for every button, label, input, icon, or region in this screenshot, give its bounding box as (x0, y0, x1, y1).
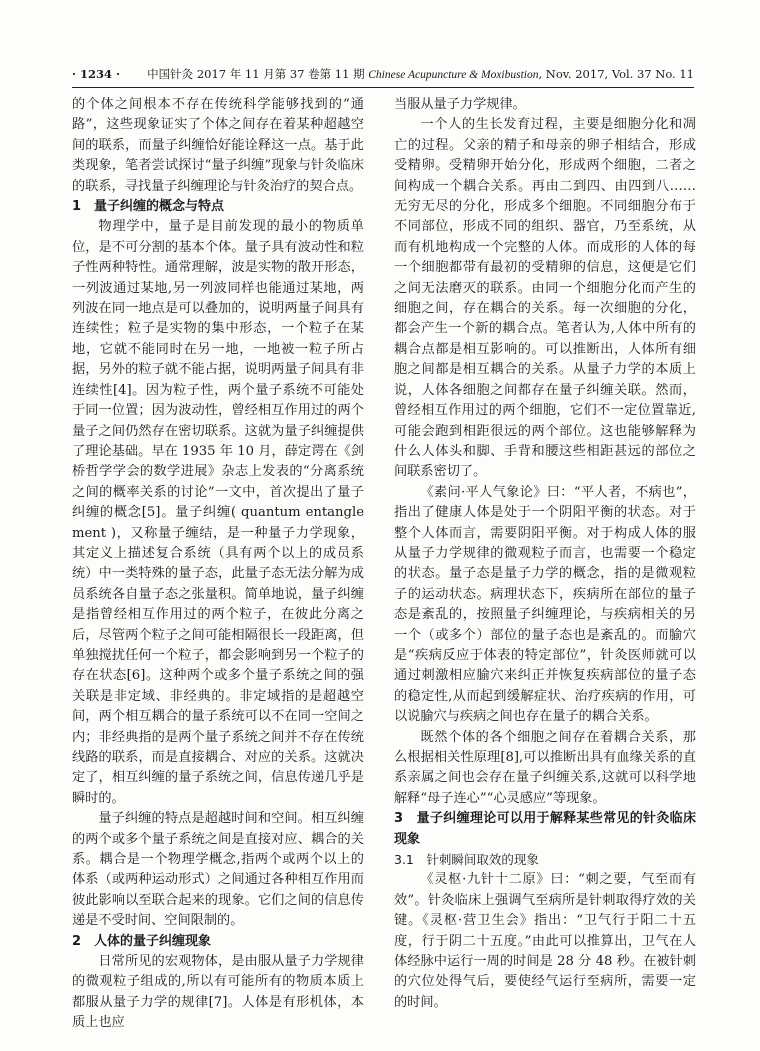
section-1-paragraph-2: 量子纠缠的特点是超越时间和空间。相互纠缠的两个或多个量子系统之间是直接对应、耦合的关系。耦合是一个物理学概念,指两个或两个以上的体系（或两种运动形式）之间通过各种相互作用而彼此影响以至联合起来的现象。它们之间的信息传递是不受时间、空间限制的。 (72, 811, 364, 929)
section-1-paragraph-1: 物理学中，量子是目前发现的最小的物质单位，是不可分割的基本个体。量子具有波动性和粒子性两种特性。通常理解，波是实物的散开形态，一列波通过某地,另一列波同样也能通过某地，两列波在同一地点是可以叠加的，说明两量子间具有连续性；粒子是实物的集中形态，一个粒子在某地，它就不能同时在另一地，一地被一粒子所占据，另外的粒子就不能占据，说明两量子间具有非连续性[4]。因为粒子性，两个量子系统不可能处于同一位置；因为波动性，曾经相互作用过的两个量子之间仍然存在密切联系。这就为量子纠缠提供了理论基础。早在 1935 年 10 月，薛定谔在《剑桥哲学学会的数学进展》杂志上发表的“分离系统之间的概率关系的讨论”一文中，首次提出了量子纠缠的概念[5]。量子纠缠( quantum entanglement )，又称量子缠结，是一种量子力学现象，其定义上描述复合系统（具有两个以上的成员系统）中一类特殊的量子态，此量子态无法分解为成员系统各自量子态之张量积。简单地说，量子纠缠是指曾经相互作用过的两个粒子，在彼此分离之后，尽管两个粒子之间可能相隔很长一段距离，但单独搅扰任何一个粒子，都会影响到另一个粒子的存在状态[6]。这种两个或多个量子系统之间的强关联是非定域、非经典的。非定域指的是超越空间，两个相互耦合的量子系统可以不在同一空间之内；非经典指的是两个量子系统之间并不存在传统线路的联系，而是直接耦合、对应的关系。这就决定了，相互纠缠的量子系统之间，信息传递几乎是瞬时的。 (72, 219, 364, 806)
continued-paragraph: 当服从量子力学规律。 (394, 97, 526, 112)
left-column (72, 95, 364, 1034)
section-2-heading: 2 人体的量子纠缠现象 (72, 933, 212, 949)
section-1-heading: 1 量子纠缠的概念与特点 (72, 199, 225, 215)
subsection-3-1-heading: 3.1 针刺瞬间取效的现象 (394, 852, 539, 868)
journal-issue-en: , Nov. 2017, Vol. 37 No. 11 (538, 67, 694, 81)
journal-name-en: Chinese Acupuncture & Moxibustion (368, 69, 539, 81)
page-number: · 1234 · (72, 67, 121, 81)
section-2-paragraph-1: 日常所见的宏观物体，是由服从量子力学规律的微观粒子组成的,所以有可能所有的物质本质上都服从量子力学的规律[7]。人体是有形机体，本质上也应 (72, 954, 364, 1031)
section-2-paragraph-3: 《素问·平人气象论》曰：“平人者，不病也”，指出了健康人体是处于一个阴阳平衡的状态。对于整个人体而言，需要阴阳平衡。对于构成人体的服从量子力学规律的微观粒子而言，也需要一个稳定的状态。量子态是量子力学的概念，指的是微观粒子的运动状态。病理状态下，疾病所在部位的量子态是紊乱的，按照量子纠缠理论，与疾病相关的另一个（或多个）部位的量子态也是紊乱的。而腧穴是“疾病反应于体表的特定部位”，针灸医师就可以通过刺激相应腧穴来纠正并恢复疾病部位的量子态的稳定性,从而起到缓解症状、治疗疾病的作用，可以说腧穴与疾病之间也存在量子的耦合关系。 (394, 484, 696, 725)
right-column (394, 95, 696, 1013)
section-3-heading: 3 量子纠缠理论可以用于解释某些常见的针灸临床现象 (394, 811, 696, 847)
journal-citation (147, 66, 694, 83)
header-rule (72, 87, 694, 88)
intro-paragraph: 的个体之间根本不存在传统科学能够找到的“通路”，这些现象证实了个体之间存在着某种超越空间的联系，而量子纠缠恰好能诠释这一点。基于此类现象，笔者尝试探讨“量子纠缠”现象与针灸临床的联系，寻找量子纠缠理论与针灸治疗的契合点。 (72, 97, 364, 194)
section-2-paragraph-4: 既然个体的各个细胞之间存在着耦合关系，那么根据相关性原理[8],可以推断出具有血缘关系的直系亲属之间也会存在量子纠缠关系,这就可以科学地解释“母子连心”“心灵感应”等现象。 (394, 729, 696, 806)
journal-name-cn: 中国针灸 2017 年 11 月第 37 卷第 11 期 (147, 67, 365, 81)
section-2-paragraph-2: 一个人的生长发育过程，主要是细胞分化和凋亡的过程。父亲的精子和母亲的卵子相结合，形成受精卵。受精卵开始分化，形成两个细胞，二者之间构成一个耦合关系。再由二到四、由四到八……无穷无尽的分化，形成多个细胞。不同细胞分布于不同部位，形成不同的组织、器官，乃至系统，从而有机地构成一个完整的人体。而成形的人体的每一个细胞都带有最初的受精卵的信息，这便是它们之间无法磨灭的联系。由同一个细胞分化而产生的细胞之间，存在耦合的关系。每一次细胞的分化，都会产生一个新的耦合点。笔者认为,人体中所有的耦合点都是相互影响的。可以推断出，人体所有细胞之间都是相互耦合的关系。从量子力学的本质上说，人体各细胞之间都存在量子纠缠关联。然而，曾经相互作用过的两个细胞，它们不一定位置靠近,可能会跑到相距很远的两个部位。这也能够解释为什么人体头和脚、手背和腰这些相距甚远的部位之间联系密切了。 (394, 117, 696, 480)
subsection-3-1-paragraph: 《灵枢·九针十二原》曰：“刺之要，气至而有效”。针灸临床上强调气至病所是针刺取得疗效的关键。《灵枢·营卫生会》指出：“卫气行于阳二十五度，行于阴二十五度。”由此可以推算出，卫气在人体经脉中运行一周的时间是 28 分 48 秒。在被针刺的穴位处得气后，要使经气运行至病所，需要一定的时间。 (394, 872, 696, 1010)
